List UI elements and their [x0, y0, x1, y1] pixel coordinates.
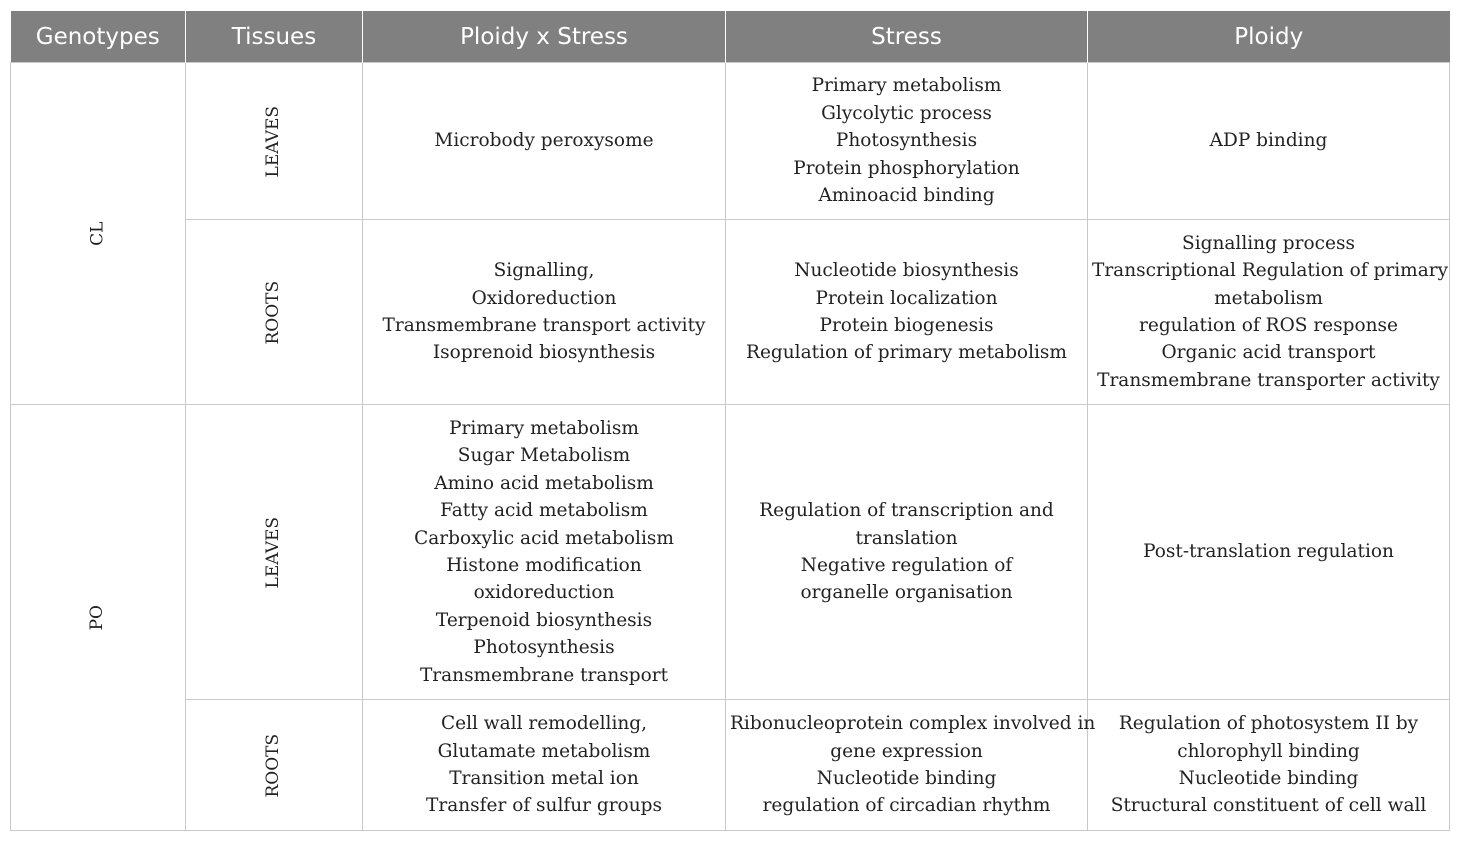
go-term: gene expression — [830, 740, 983, 762]
go-term: Photosynthesis — [473, 637, 615, 659]
go-term: chlorophyll binding — [1177, 740, 1360, 762]
ploidy-x-stress-cell — [363, 405, 726, 700]
go-term: Oxidoreduction — [471, 287, 617, 309]
ploidy-cell — [1088, 63, 1450, 220]
go-term: Fatty acid metabolism — [440, 500, 648, 522]
table-row — [11, 63, 1450, 220]
go-term: Transmembrane transport activity — [382, 315, 706, 336]
go-enrichment-table — [10, 11, 1450, 831]
genotype-label: PO — [87, 605, 108, 631]
ploidy-cell — [1088, 405, 1450, 700]
header-row — [11, 11, 1450, 63]
stress-cell — [726, 220, 1088, 405]
tissue-cell — [186, 405, 363, 700]
header-tissues: Tissues — [186, 11, 363, 63]
go-term: Primary metabolism — [811, 75, 1002, 97]
go-term: Aminoacid binding — [818, 185, 995, 207]
go-term: Post-translation regulation — [1143, 541, 1394, 563]
go-term: Protein biogenesis — [819, 315, 994, 336]
table-row — [11, 700, 1450, 831]
go-term: Ribonucleoprotein complex involved in — [730, 713, 1096, 735]
go-term: Protein localization — [815, 287, 998, 309]
go-term: Structural constituent of cell wall — [1110, 795, 1427, 817]
go-term: oxidoreduction — [473, 582, 615, 604]
tissue-cell — [186, 63, 363, 220]
tissue-label: LEAVES — [263, 105, 284, 178]
tissue-cell — [186, 220, 363, 405]
go-term: ADP binding — [1209, 130, 1328, 152]
go-term: Primary metabolism — [449, 417, 639, 439]
go-term: Transcriptional Regulation of primary — [1092, 260, 1449, 282]
go-term: Protein phosphorylation — [793, 157, 1020, 179]
go-term: Sugar Metabolism — [457, 445, 631, 467]
stress-cell — [726, 405, 1088, 700]
go-term: Nucleotide binding — [816, 768, 997, 789]
tissue-label: ROOTS — [263, 280, 284, 345]
ploidy-x-stress-cell — [363, 63, 726, 220]
genotype-label: CL — [87, 221, 108, 247]
tissue-cell — [186, 700, 363, 831]
go-term: Transmembrane transport — [419, 664, 669, 686]
header-genotypes: Genotypes — [11, 11, 186, 63]
ploidy-x-stress-cell — [363, 220, 726, 405]
stress-cell — [726, 63, 1088, 220]
go-term: Cell wall remodelling, — [440, 713, 648, 735]
table-row — [11, 405, 1450, 700]
genotype-cell-cl — [11, 63, 186, 405]
go-term: Histone modification — [446, 555, 642, 576]
header-stress: Stress — [726, 11, 1088, 63]
go-term: Signalling, — [493, 260, 595, 282]
tissue-label: ROOTS — [263, 733, 284, 798]
go-term: Nucleotide binding — [1178, 768, 1359, 789]
tissue-label: LEAVES — [263, 516, 284, 589]
ploidy-cell — [1088, 220, 1450, 405]
go-term: Isoprenoid biosynthesis — [432, 342, 656, 364]
go-term: Nucleotide biosynthesis — [794, 260, 1019, 282]
go-term: Regulation of photosystem II by — [1118, 713, 1419, 735]
go-term: Regulation of transcription and — [759, 500, 1054, 522]
go-term: Organic acid transport — [1161, 342, 1376, 364]
go-term: Transmembrane transporter activity — [1097, 369, 1440, 391]
go-term: Transition metal ion — [449, 768, 639, 789]
table-row — [11, 220, 1450, 405]
stress-cell — [726, 700, 1096, 831]
go-term: Glycolytic process — [821, 102, 992, 124]
go-term: Amino acid metabolism — [434, 472, 654, 494]
go-term: regulation of ROS response — [1139, 315, 1398, 336]
go-term: Regulation of primary metabolism — [746, 342, 1067, 364]
go-term: Signalling process — [1182, 232, 1355, 254]
go-term: Terpenoid biosynthesis — [435, 609, 653, 631]
go-term: Negative regulation of — [800, 555, 1013, 576]
go-term: Transfer of sulfur groups — [426, 795, 662, 817]
go-term: Glutamate metabolism — [437, 740, 651, 762]
go-term: organelle organisation — [800, 582, 1013, 604]
go-term: Photosynthesis — [835, 130, 978, 152]
header-ploidy-x-stress: Ploidy x Stress — [363, 11, 726, 63]
genotype-cell-po — [11, 405, 186, 831]
go-term: translation — [855, 527, 958, 549]
ploidy-cell — [1088, 700, 1450, 831]
go-term: Microbody peroxysome — [434, 130, 654, 152]
go-term: Carboxylic acid metabolism — [414, 527, 674, 549]
go-term: metabolism — [1214, 287, 1323, 309]
header-ploidy: Ploidy — [1088, 11, 1450, 63]
go-term: regulation of circadian rhythm — [762, 795, 1051, 817]
ploidy-x-stress-cell — [363, 700, 726, 831]
